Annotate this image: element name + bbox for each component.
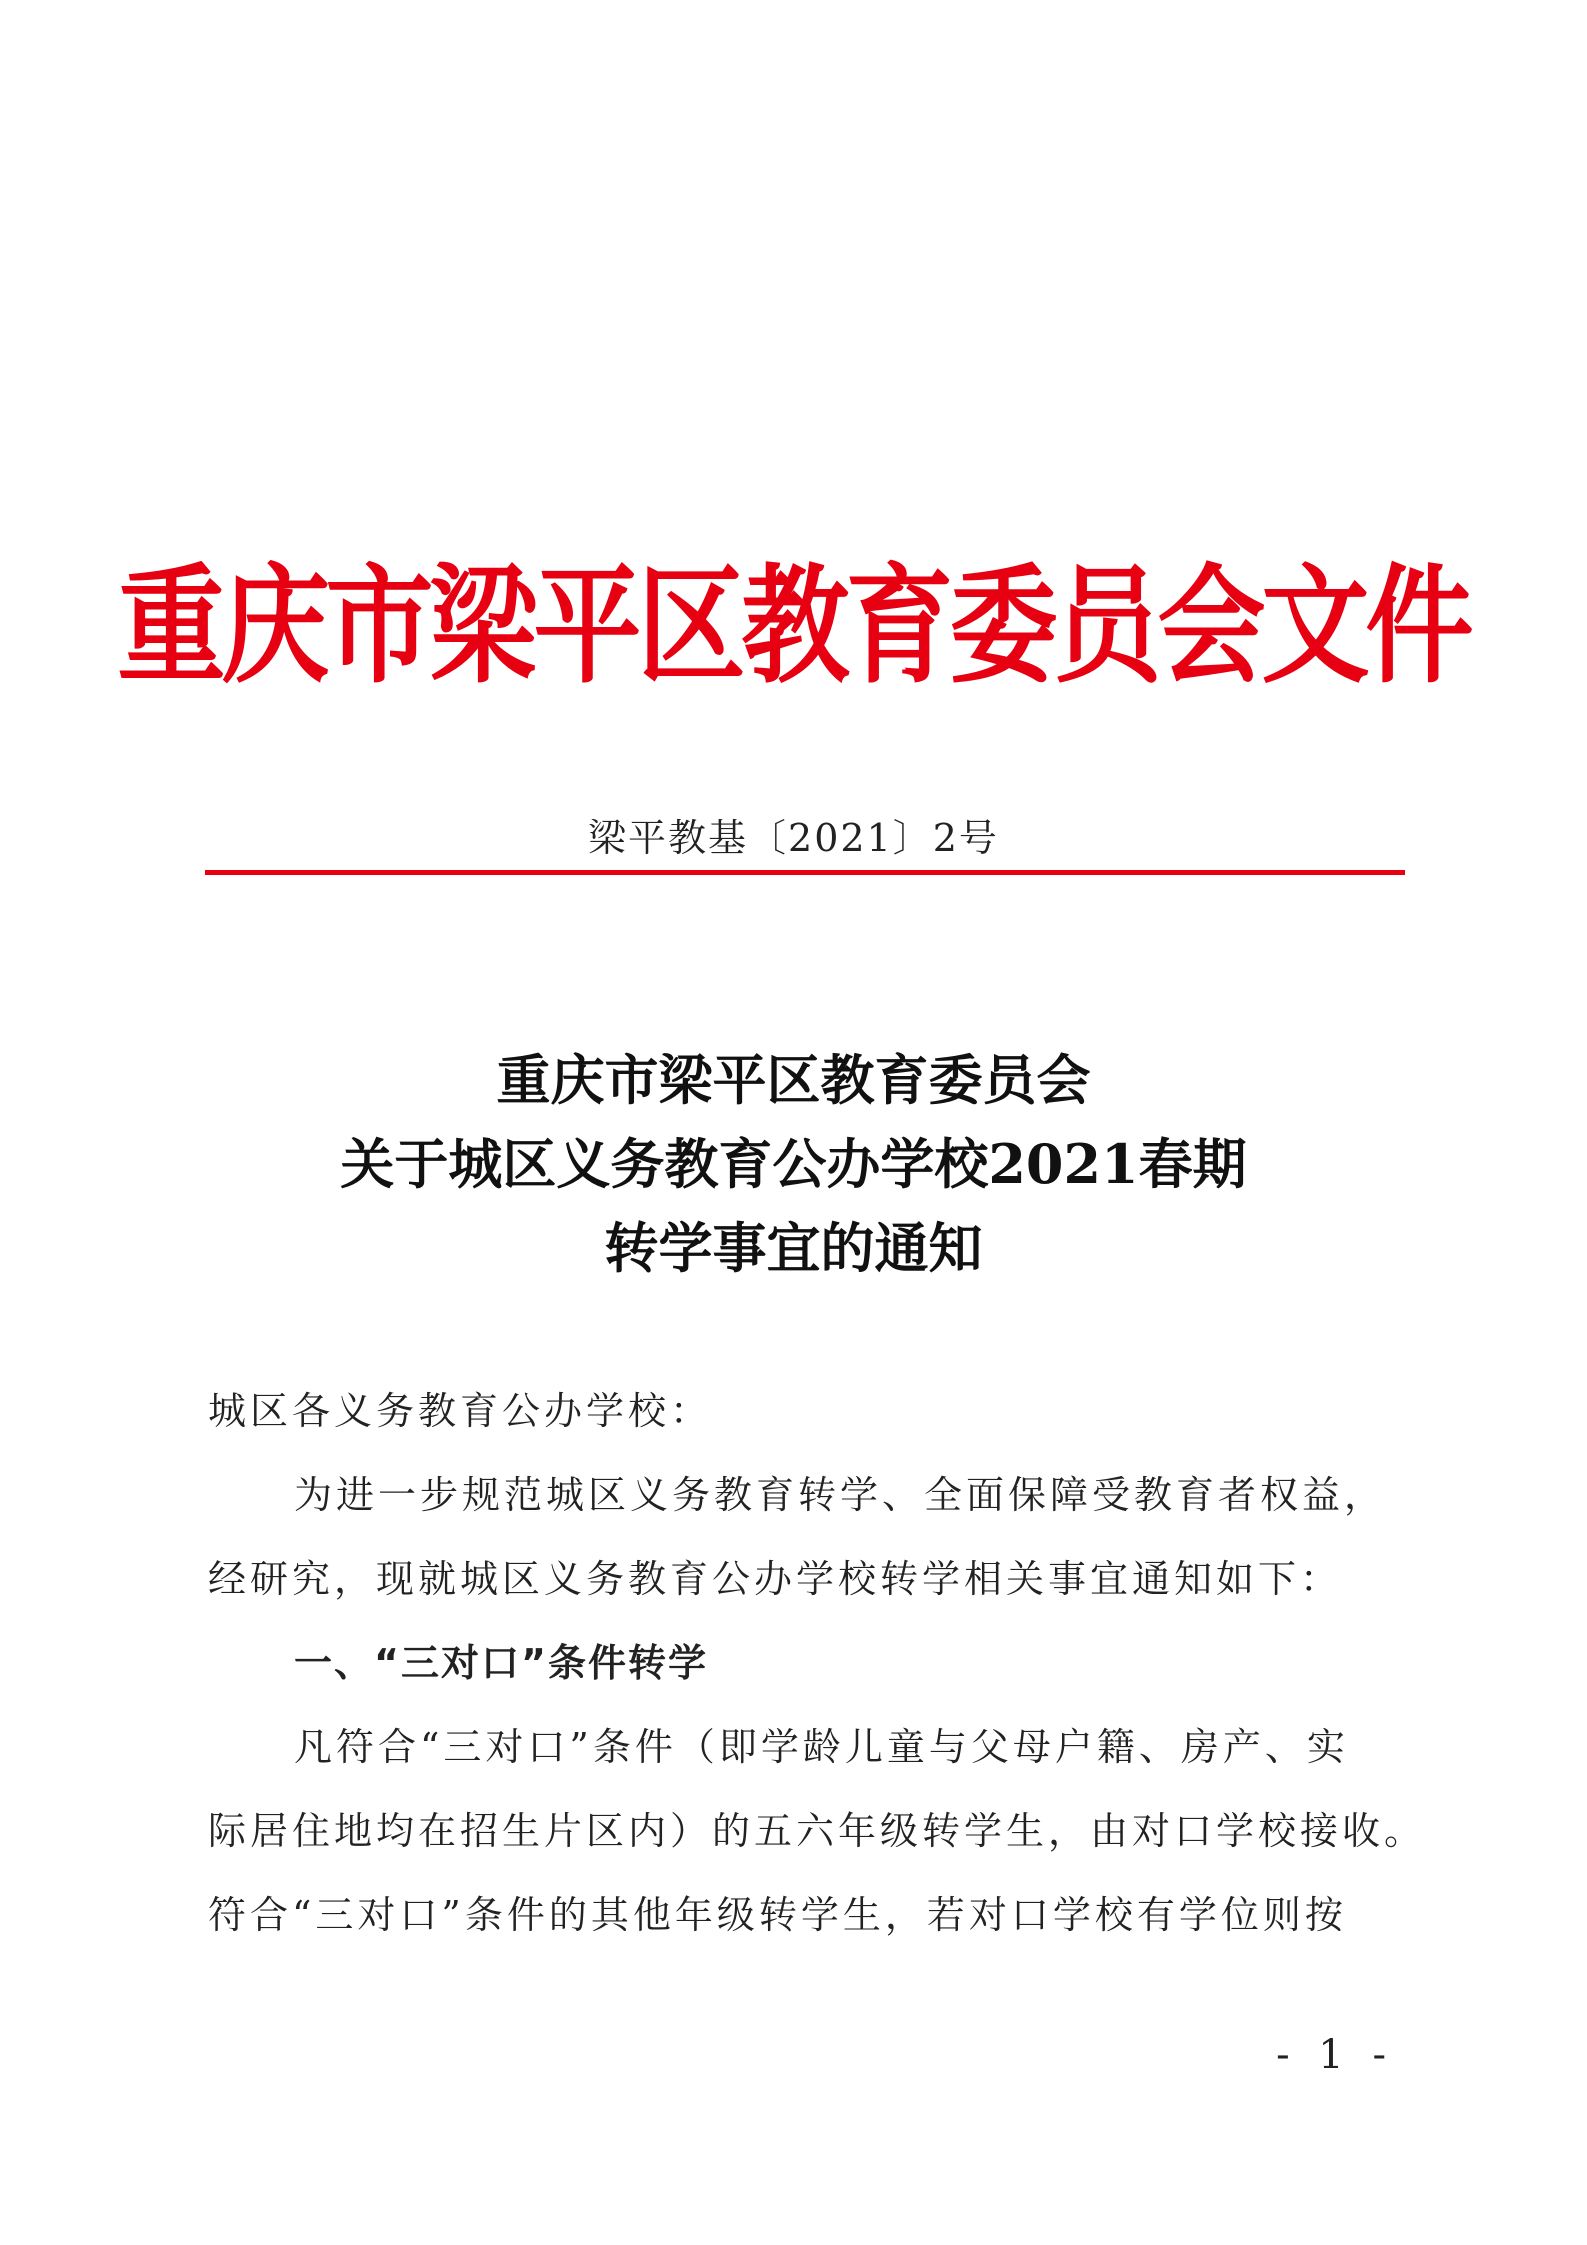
notice-title-line-2: 关于城区义务教育公办学校2021春期 [340,1132,1247,1196]
notice-title-line-3: 转学事宜的通知 [604,1216,983,1280]
page-number: - 1 - [1276,2032,1394,2078]
red-divider-line [205,870,1405,875]
notice-title [0,1038,1587,1290]
section-1-heading: 一、“三对口”条件转学 [294,1641,708,1685]
section-1-line-1: 凡符合“三对口”条件（即学龄儿童与父母户籍、房产、实 [294,1725,1349,1769]
intro-line-2: 经研究，现就城区义务教育公办学校转学相关事宜通知如下： [208,1557,1343,1601]
notice-body [208,1369,1427,1957]
intro-line-1: 为进一步规范城区义务教育转学、全面保障受教育者权益， [294,1473,1387,1517]
section-1-line-3: 符合“三对口”条件的其他年级转学生，若对口学校有学位则按 [208,1893,1347,1937]
section-1-line-2: 际居住地均在招生片区内）的五六年级转学生，由对口学校接收。 [208,1809,1427,1853]
notice-title-line-1: 重庆市梁平区教育委员会 [496,1048,1091,1112]
document-header-title: 重庆市梁平区教育委员会文件 [117,553,1470,701]
document-number: 梁平教基〔2021〕2号 [588,816,999,860]
salutation: 城区各义务教育公办学校： [208,1389,713,1433]
